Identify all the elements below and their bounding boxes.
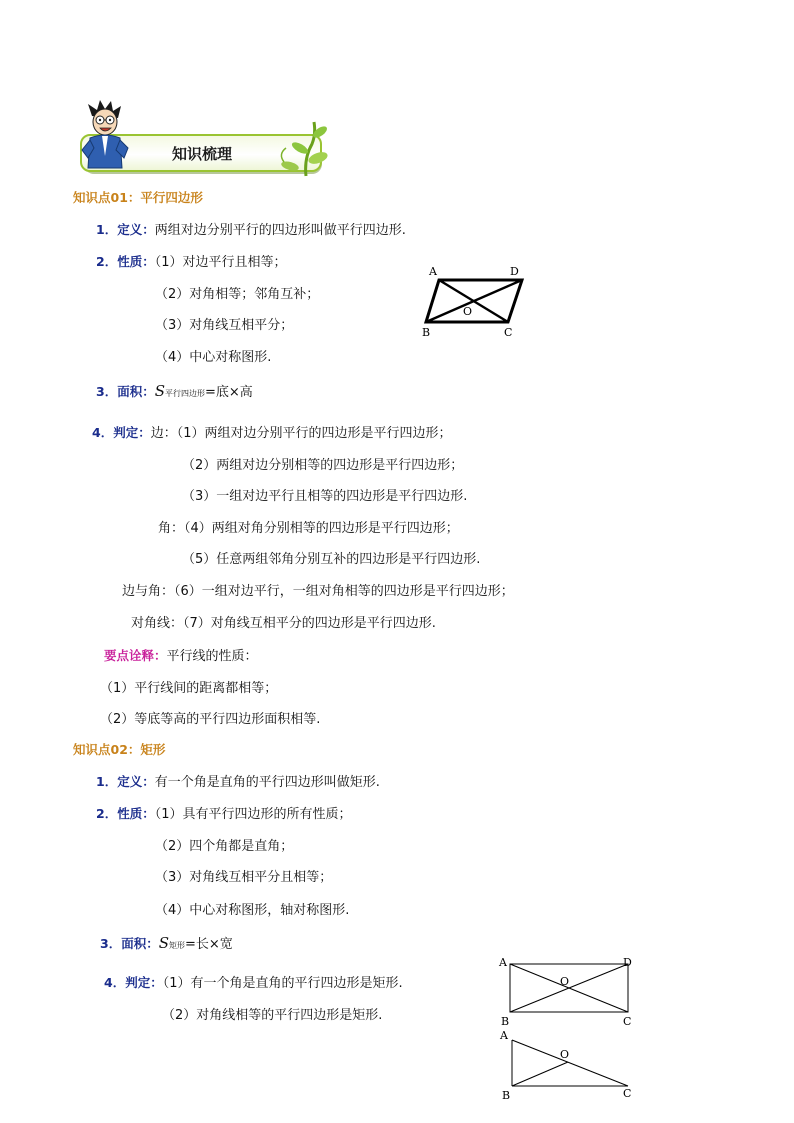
judgement-side-label: 边： bbox=[150, 426, 177, 441]
area-symbol: S bbox=[158, 934, 169, 952]
hypotenuse-ac bbox=[512, 1040, 628, 1086]
properties-row bbox=[96, 803, 351, 822]
judgement-row bbox=[104, 972, 403, 991]
judgement-item: （4）两组对角分别相等的四边形是平行四边形； bbox=[184, 521, 459, 536]
definition-row bbox=[96, 219, 406, 238]
area-subscript: 矩形 bbox=[168, 941, 185, 950]
vertex-label-b: B bbox=[422, 326, 431, 339]
area-row bbox=[100, 933, 233, 952]
judgement-row bbox=[92, 422, 452, 441]
judgement-label: 4．判定： bbox=[104, 975, 163, 990]
vertex-label-a: A bbox=[500, 1029, 508, 1042]
properties-label: 2．性质： bbox=[96, 806, 155, 821]
key-point-item: （2）等底等高的平行四边形面积相等. bbox=[100, 712, 321, 727]
definition-row bbox=[96, 771, 380, 790]
section-heading-rectangle: 知识点02：矩形 bbox=[73, 742, 166, 757]
judgement-item: （7）对角线互相平分的四边形是平行四边形. bbox=[183, 616, 436, 631]
rectangle-figure bbox=[496, 952, 644, 1032]
property-item: （4）中心对称图形. bbox=[155, 350, 272, 365]
parallelogram-figure bbox=[420, 262, 530, 342]
judgement-item: （3）一组对边平行且相等的四边形是平行四边形. bbox=[182, 489, 468, 504]
judgement-diag-label: 对角线： bbox=[131, 616, 184, 631]
properties-label: 2．性质： bbox=[96, 254, 155, 269]
judgement-side-angle-row bbox=[122, 580, 514, 599]
judgement-label: 4．判定： bbox=[92, 425, 151, 440]
property-item: （1）对边平行且相等； bbox=[154, 255, 287, 270]
vertex-label-b: B bbox=[502, 1089, 511, 1102]
judgement-item: （5）任意两组邻角分别互补的四边形是平行四边形. bbox=[182, 552, 481, 567]
judgement-angle-label: 角： bbox=[158, 521, 185, 536]
judgement-diag-row bbox=[131, 612, 436, 631]
area-subscript: 平行四边形 bbox=[164, 389, 205, 398]
vertex-label-d: D bbox=[623, 956, 632, 969]
vertex-label-d: D bbox=[510, 265, 519, 278]
section-heading-parallelogram: 知识点01：平行四边形 bbox=[73, 190, 203, 205]
area-label: 3．面积： bbox=[100, 936, 159, 951]
cartoon-teacher-icon bbox=[80, 98, 134, 170]
median-bo bbox=[512, 1062, 568, 1086]
judgement-item: （2）两组对边分别相等的四边形是平行四边形； bbox=[182, 458, 464, 473]
judgement-angle-row bbox=[158, 517, 459, 536]
vertex-label-a: A bbox=[499, 956, 507, 969]
center-label-o: O bbox=[560, 975, 570, 988]
definition-label: 1．定义： bbox=[96, 774, 155, 789]
area-row bbox=[96, 381, 253, 400]
judgement-side-angle-label: 边与角： bbox=[122, 584, 175, 599]
property-item: （3）对角线互相平分且相等； bbox=[155, 870, 333, 885]
vertex-label-c: C bbox=[623, 1015, 632, 1028]
vertex-label-c: C bbox=[504, 326, 513, 339]
area-formula: =底×高 bbox=[204, 385, 253, 400]
key-points-label: 要点诠释： bbox=[104, 648, 167, 663]
key-points-text: 平行线的性质： bbox=[166, 649, 258, 664]
judgement-item: （1）两组对边分别平行的四边形是平行四边形； bbox=[176, 426, 452, 441]
vertex-label-c: C bbox=[623, 1087, 632, 1100]
green-sprout-icon bbox=[276, 118, 336, 178]
vertex-label-b: B bbox=[501, 1015, 510, 1028]
property-item: （2）四个角都是直角； bbox=[155, 839, 294, 854]
property-item: （2）对角相等；邻角互补； bbox=[155, 287, 320, 302]
judgement-item: （2）对角线相等的平行四边形是矩形. bbox=[162, 1008, 383, 1023]
right-triangle-figure bbox=[496, 1026, 644, 1104]
definition-label: 1．定义： bbox=[96, 222, 155, 237]
judgement-item: （1）有一个角是直角的平行四边形是矩形. bbox=[162, 976, 403, 991]
definition-text: 两组对边分别平行的四边形叫做平行四边形. bbox=[154, 223, 406, 238]
definition-text: 有一个角是直角的平行四边形叫做矩形. bbox=[154, 775, 380, 790]
judgement-item: （6）一组对边平行，一组对角相等的四边形是平行四边形； bbox=[174, 584, 514, 599]
center-label-o: O bbox=[463, 305, 473, 318]
banner-title: 知识梳理 bbox=[172, 145, 233, 163]
area-formula: =长×宽 bbox=[184, 937, 233, 952]
area-symbol: S bbox=[154, 382, 165, 400]
key-point-item: （1）平行线间的距离都相等； bbox=[100, 681, 278, 696]
property-item: （4）中心对称图形，轴对称图形. bbox=[155, 903, 350, 918]
key-points-row bbox=[104, 645, 258, 664]
diagonal-bd bbox=[426, 280, 522, 322]
properties-row bbox=[96, 251, 286, 270]
midpoint-label-o: O bbox=[560, 1048, 570, 1061]
area-label: 3．面积： bbox=[96, 384, 155, 399]
property-item: （3）对角线互相平分； bbox=[155, 318, 294, 333]
property-item: （1）具有平行四边形的所有性质； bbox=[154, 807, 352, 822]
vertex-label-a: A bbox=[429, 265, 437, 278]
